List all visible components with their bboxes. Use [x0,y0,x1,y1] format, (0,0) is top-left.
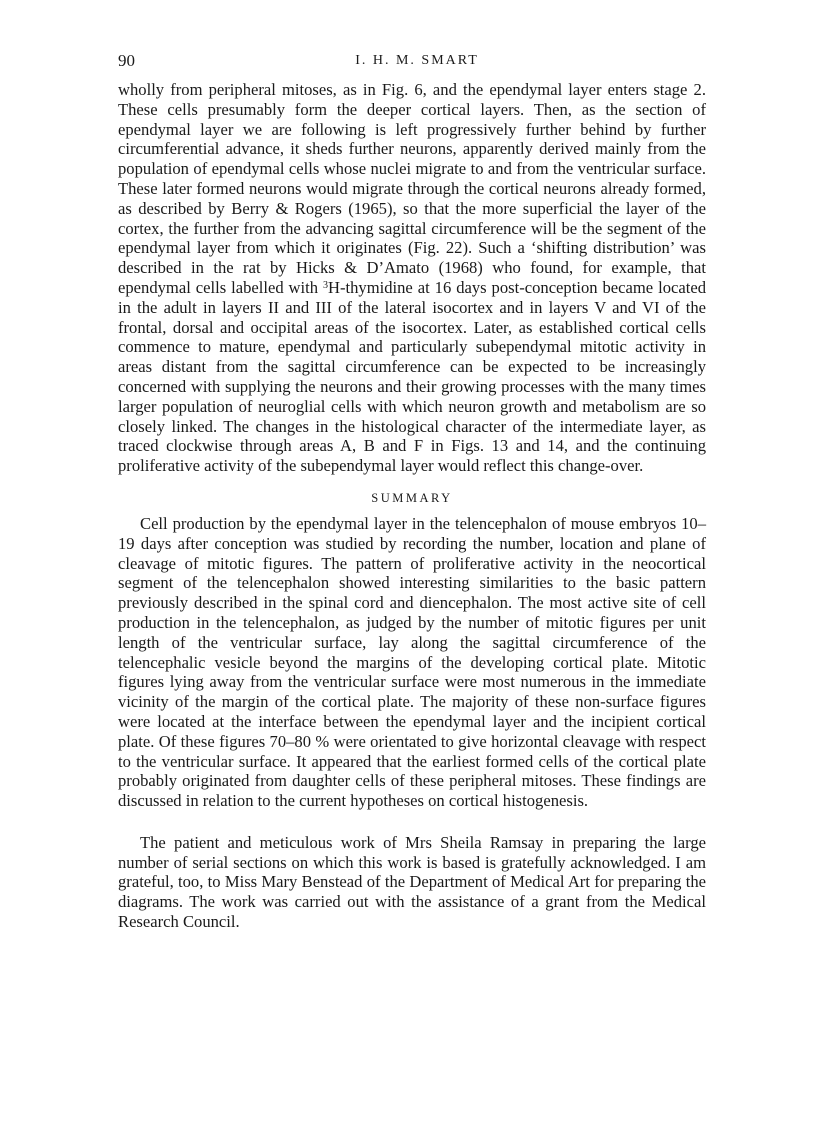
running-head [118,50,706,76]
running-head-author: I. H. M. SMART [355,53,479,68]
body-paragraph-text-end: H-thymidine at 16 days post-conception became located in the adult in layers II and III of the lateral isocortex and in layers V and VI of the frontal, dorsal and occipital areas of the isocortex. Later, as established cortical cells commence to mature, ependymal and particularly subependymal mitotic activity in areas distant from the sagittal circumference can be expected to be increasingly concerned with supplying the neurons and their growing processes with the many times larger population of neuroglial cells with which neuron growth and metabolism are so closely linked. The changes in the histological character of the intermediate layer, as traced clockwise through areas A, B and F in Figs. 13 and 14, and the continuing proliferative activity of the subependymal layer would reflect this change-over. [118,277,706,476]
isotope-superscript: 3 [323,279,328,291]
body-paragraph [118,80,706,476]
body-paragraph-text-start: wholly from peripheral mitoses, as in Fig. 6, and the ependymal layer enters stage 2. These cells presumably form the deeper cortical layers. Then, as the section of ependymal layer we are following is left progressively further behind by further circumferential advance, it sheds further neurons, apparently derived mainly from the population of ependymal cells whose nuclei migrate to and from the ventricular surface. These later formed neurons would migrate through the cortical neurons already formed, as described by Berry & Rogers (1965), so that the more superficial the layer of the cortex, the further from the advancing sagittal circumference will be the segment of the ependymal layer from which it originates (Fig. 22). Such a ‘shifting distribution’ was described in the rat by Hicks & D’Amato (1968) who found, for example, that ependymal cells labelled with [118,80,706,297]
summary-paragraph: Cell production by the ependymal layer in the telencephalon of mouse embryos 10–19 days after conception was studied by recording the number, location and plane of cleavage of mitotic figures. The pattern of proliferative activity in the neocortical segment of the telencephalon showed interesting similarities to the basic pattern previously described in the spinal cord and diencephalon. The most active site of cell production in the telencephalon, as judged by the number of mitotic figures per unit length of the ventricular surface, lay along the sagittal circumference of the telencephalic vesicle beyond the margins of the developing cortical plate. Mitotic figures lying away from the ventricular surface were most numerous in the immediate vicinity of the margin of the cortical plate. The majority of these non-surface figures were located at the interface between the ependymal layer and the incipient cortical plate. Of these figures 70–80 % were orientated to give horizontal cleavage with respect to the ventricular surface. It appeared that the earliest formed cells of the cortical plate probably originated from daughter cells of these peripheral mitoses. These findings are discussed in relation to the current hypotheses on cortical histogenesis. [118,513,706,811]
page-number: 90 [118,51,135,70]
summary-heading: SUMMARY [371,490,453,505]
acknowledgements-paragraph: The patient and meticulous work of Mrs Sheila Ramsay in preparing the large number of serial sections on which this work is based is gratefully acknowledged. I am grateful, too, to Miss Mary Benstead of the Department of Medical Art for preparing the diagrams. The work was carried out with the assistance of a grant from the Medical Research Council. [118,832,706,932]
page [118,50,706,932]
